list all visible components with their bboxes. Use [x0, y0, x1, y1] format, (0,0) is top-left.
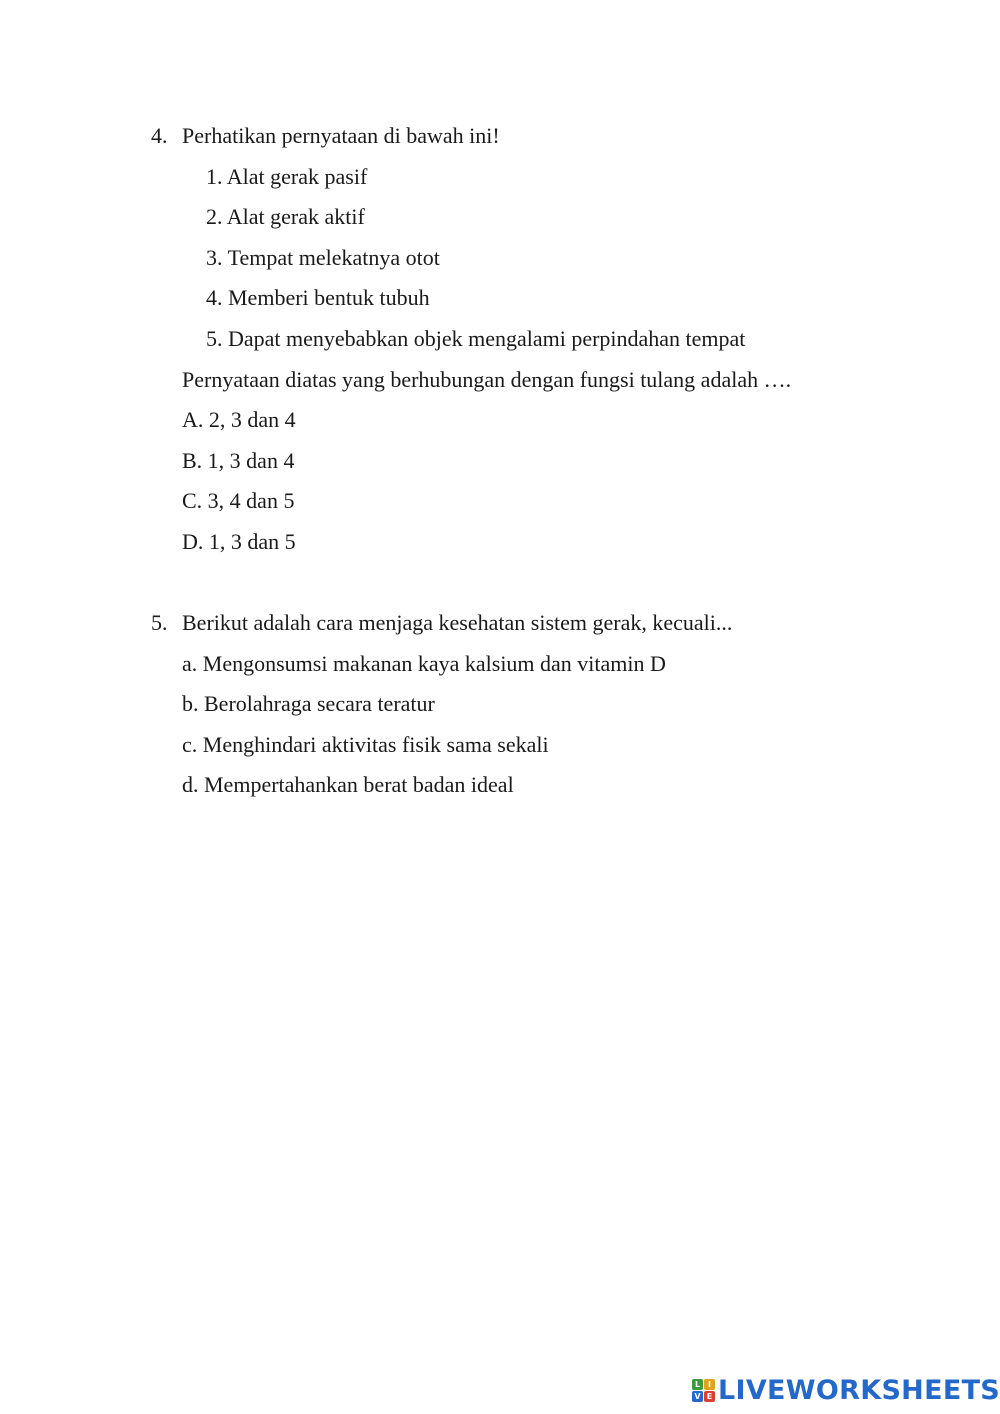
- liveworksheets-logo: [692, 1374, 1000, 1406]
- logo-mark-square: E: [704, 1391, 715, 1402]
- answer-option-c[interactable]: C. 3, 4 dan 5: [182, 488, 295, 513]
- answer-option-d[interactable]: D. 1, 3 dan 5: [182, 529, 296, 554]
- statement-item: 5. Dapat menyebabkan objek mengalami perpindahan tempat: [206, 326, 746, 351]
- answer-option-d[interactable]: d. Mempertahankan berat badan ideal: [182, 772, 514, 797]
- question-prompt: Perhatikan pernyataan di bawah ini!: [182, 123, 500, 148]
- question-number: 5.: [151, 610, 168, 635]
- logo-mark-icon: [692, 1379, 715, 1402]
- question-prompt: Berikut adalah cara menjaga kesehatan sistem gerak, kecuali...: [182, 610, 733, 635]
- answer-option-a[interactable]: a. Mengonsumsi makanan kaya kalsium dan vitamin D: [182, 651, 666, 676]
- logo-text: LIVEWORKSHEETS: [718, 1374, 1000, 1406]
- statement-item: 3. Tempat melekatnya otot: [206, 245, 440, 270]
- statement-item: 2. Alat gerak aktif: [206, 204, 365, 229]
- statement-item: 4. Memberi bentuk tubuh: [206, 285, 430, 310]
- question-text: Pernyataan diatas yang berhubungan dengan fungsi tulang adalah ….: [182, 367, 792, 392]
- answer-option-c[interactable]: c. Menghindari aktivitas fisik sama sekali: [182, 732, 549, 757]
- answer-option-a[interactable]: A. 2, 3 dan 4: [182, 407, 296, 432]
- statement-item: 1. Alat gerak pasif: [206, 164, 368, 189]
- answer-option-b[interactable]: B. 1, 3 dan 4: [182, 448, 295, 473]
- question-number: 4.: [151, 123, 168, 148]
- logo-mark-square: V: [692, 1391, 703, 1402]
- logo-mark-square: L: [692, 1379, 703, 1390]
- logo-mark-square: I: [704, 1379, 715, 1390]
- answer-option-b[interactable]: b. Berolahraga secara teratur: [182, 691, 435, 716]
